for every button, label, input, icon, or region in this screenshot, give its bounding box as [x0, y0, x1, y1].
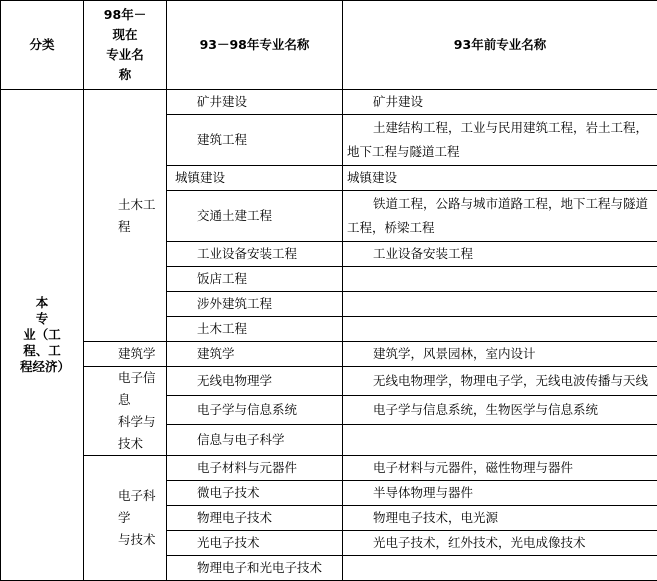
category-line: 程经济） — [20, 359, 64, 375]
subcategory-cell — [84, 367, 167, 456]
major-name-cell: 信息与电子科学 — [167, 424, 343, 455]
old-major-line: 土建结构工程，工业与民用建筑工程，岩土工程， — [373, 120, 648, 135]
subcategory-line: 科学与 — [118, 411, 166, 433]
old-major-cell — [343, 292, 657, 317]
subcategory-line: 与技术 — [118, 529, 166, 551]
old-major-cell: 矿井建设 — [343, 90, 657, 115]
major-name-cell: 交通土建工程 — [167, 191, 343, 242]
major-name-cell: 饭店工程 — [167, 267, 343, 292]
major-name-cell: 建筑学 — [167, 342, 343, 367]
header-93-98: 93－98年专业名称 — [167, 1, 343, 90]
old-major-cell: 光电子技术，红外技术，光电成像技术 — [343, 531, 657, 556]
major-name-cell: 无线电物理学 — [167, 367, 343, 396]
major-name-cell: 土木工程 — [167, 317, 343, 342]
old-major-cell: 电子学与信息系统，生物医学与信息系统 — [343, 395, 657, 424]
major-name-cell: 物理电子和光电子技术 — [167, 556, 343, 581]
old-major-cell — [343, 317, 657, 342]
subcategory-cell — [84, 342, 167, 367]
header-pre-93: 93年前专业名称 — [343, 1, 657, 90]
major-name-cell: 城镇建设 — [167, 166, 343, 191]
table-row — [1, 456, 657, 481]
old-major-cell — [343, 191, 657, 242]
subcategory-line: 土木工 — [118, 194, 166, 216]
major-name-cell: 电子学与信息系统 — [167, 395, 343, 424]
major-name-cell: 涉外建筑工程 — [167, 292, 343, 317]
category-cell — [1, 90, 84, 581]
header-98-present — [84, 1, 167, 90]
subcategory-line: 建筑学 — [118, 343, 166, 365]
table-header-row — [1, 1, 657, 90]
category-line: 业（工 — [20, 327, 64, 343]
major-name-cell: 建筑工程 — [167, 115, 343, 166]
category-line: 本 — [20, 295, 64, 311]
major-name-cell: 光电子技术 — [167, 531, 343, 556]
subcategory-cell — [84, 90, 167, 342]
subcategory-cell — [84, 456, 167, 581]
subcategory-line: 电子信 — [118, 367, 166, 389]
old-major-line: 工程，桥梁工程 — [347, 216, 653, 240]
old-major-cell — [343, 424, 657, 455]
old-major-cell: 城镇建设 — [343, 166, 657, 191]
old-major-cell — [343, 115, 657, 166]
subcategory-line: 技术 — [118, 433, 166, 455]
subcategory-line: 电子科 — [118, 485, 166, 507]
major-name-cell: 微电子技术 — [167, 481, 343, 506]
old-major-line: 地下工程与隧道工程 — [347, 140, 653, 164]
old-major-cell — [343, 267, 657, 292]
header-98-line: 98年－ — [84, 5, 166, 25]
header-category: 分类 — [1, 1, 84, 90]
old-major-cell: 半导体物理与器件 — [343, 481, 657, 506]
category-line: 专 — [20, 311, 64, 327]
major-name-cell: 电子材料与元器件 — [167, 456, 343, 481]
subcategory-line: 程 — [118, 216, 166, 238]
category-line: 程、工 — [20, 343, 64, 359]
old-major-cell: 物理电子技术，电光源 — [343, 506, 657, 531]
old-major-cell: 电子材料与元器件，磁性物理与器件 — [343, 456, 657, 481]
subcategory-line: 息 — [118, 389, 166, 411]
table-row — [1, 342, 657, 367]
major-name-cell: 工业设备安装工程 — [167, 242, 343, 267]
major-name-cell: 物理电子技术 — [167, 506, 343, 531]
header-98-line: 称 — [84, 65, 166, 85]
subcategory-line: 学 — [118, 507, 166, 529]
old-major-line: 铁道工程，公路与城市道路工程，地下工程与隧道 — [373, 196, 648, 211]
old-major-cell — [343, 556, 657, 581]
header-98-line: 专业名 — [84, 45, 166, 65]
table-row — [1, 367, 657, 396]
old-major-cell: 工业设备安装工程 — [343, 242, 657, 267]
old-major-cell: 建筑学，风景园林，室内设计 — [343, 342, 657, 367]
table-row — [1, 90, 657, 115]
old-major-cell: 无线电物理学，物理电子学，无线电波传播与天线 — [343, 367, 657, 396]
header-98-line: 现在 — [84, 25, 166, 45]
major-name-cell: 矿井建设 — [167, 90, 343, 115]
